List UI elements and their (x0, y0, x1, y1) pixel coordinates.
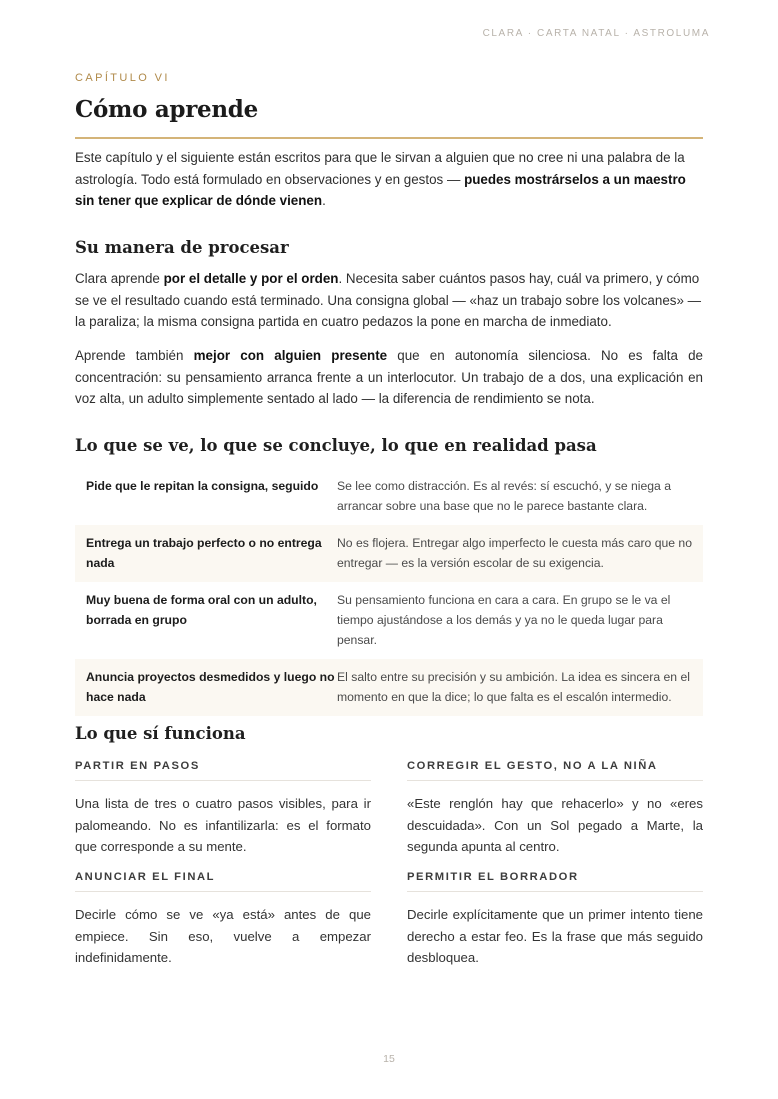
chapter-divider (75, 137, 703, 139)
intro-text: Este capítulo y el siguiente están escritos para que le sirvan a alguien que no cree ni una palabra de la astrología. Todo está formulado en observaciones y en gestos — (75, 150, 685, 187)
table-cell-observation: Entrega un trabajo perfecto o no entrega nada (86, 536, 322, 570)
processing-paragraph-1 (75, 268, 703, 333)
strategy-card (75, 871, 371, 969)
strategy-card (75, 760, 371, 858)
processing-paragraph-2 (75, 345, 703, 410)
intro-paragraph (75, 147, 703, 212)
paragraph-text: Aprende también (75, 348, 194, 363)
table-cell-reality: No es flojera. Entregar algo imperfecto le cuesta más caro que no entregar — es la versión escolar de su exigencia. (337, 536, 692, 570)
intro-text-end: . (322, 193, 326, 208)
strategy-title: PARTIR EN PASOS (75, 760, 371, 781)
table-cell-reality: Su pensamiento funciona en cara a cara. En grupo se le va el tiempo ajustándose a los demás y ya no le queda lugar para pensar. (337, 593, 671, 647)
intro-emphasis: puedes mostrárselos a un maestro sin tener que explicar de dónde vienen (75, 171, 686, 208)
table-cell-reality: El salto entre su precisión y su ambición. La idea es sincera en el momento en que la dice; lo que falta es el escalón intermedio. (337, 670, 690, 704)
strategy-text: Decirle cómo se ve «ya está» antes de que empiece. Sin eso, vuelve a empezar indefinidamente. (75, 907, 371, 965)
section-heading-table: Lo que se ve, lo que se concluye, lo que en realidad pasa (75, 436, 597, 455)
section-heading-works: Lo que sí funciona (75, 724, 246, 743)
paragraph-text: . Necesita saber cuántos pasos hay, cuál va primero, y cómo se ve el resultado cuando está terminado. Una consigna global — «haz un trabajo sobre los volcanes» — la paraliza; la misma consigna partida en cuatro pedazos la pone en marcha de inmediato. (75, 271, 702, 329)
chapter-title: Cómo aprende (75, 96, 258, 123)
page-number: 15 (383, 1053, 395, 1065)
observations-table (75, 468, 703, 716)
table-cell-observation: Muy buena de forma oral con un adulto, borrada en grupo (86, 593, 317, 627)
paragraph-emphasis: mejor con alguien presente (193, 348, 388, 363)
chapter-label: CAPÍTULO VI (75, 72, 170, 84)
strategy-title: ANUNCIAR EL FINAL (75, 871, 371, 892)
section-heading-processing: Su manera de procesar (75, 238, 289, 257)
paragraph-emphasis: por el detalle y por el orden (163, 271, 339, 286)
table-cell-observation: Pide que le repitan la consigna, seguido (86, 479, 319, 493)
table-row (75, 582, 703, 659)
paragraph-text: Clara aprende (75, 271, 164, 286)
strategy-text: «Este renglón hay que rehacerlo» y no «eres descuidada». Con un Sol pegado a Marte, la segunda apunta al centro. (407, 796, 703, 854)
table-cell-reality: Se lee como distracción. Es al revés: sí escuchó, y se niega a arrancar sobre una base que no le parece bastante clara. (337, 479, 671, 513)
running-header: CLARA · CARTA NATAL · ASTROLUMA (482, 28, 710, 39)
table-row (75, 525, 703, 582)
strategy-card (407, 760, 703, 858)
strategy-title: PERMITIR EL BORRADOR (407, 871, 703, 892)
table-row (75, 468, 703, 525)
table-row (75, 659, 703, 716)
table-cell-observation: Anuncia proyectos desmedidos y luego no hace nada (86, 670, 335, 704)
strategy-text: Una lista de tres o cuatro pasos visibles, para ir palomeando. No es infantilizarla: es el formato que corresponde a su mente. (75, 796, 371, 854)
paragraph-text: que en autonomía silenciosa. No es falta de concentración: su pensamiento arranca frente a un interlocutor. Un trabajo de a dos, una explicación en voz alta, un adulto simplemente sentado al lado — la diferencia de rendimiento se nota. (75, 348, 703, 406)
strategy-card (407, 871, 703, 969)
strategy-title: CORREGIR EL GESTO, NO A LA NIÑA (407, 760, 703, 781)
strategy-text: Decirle explícitamente que un primer intento tiene derecho a estar feo. Es la frase que más seguido desbloquea. (407, 907, 703, 965)
